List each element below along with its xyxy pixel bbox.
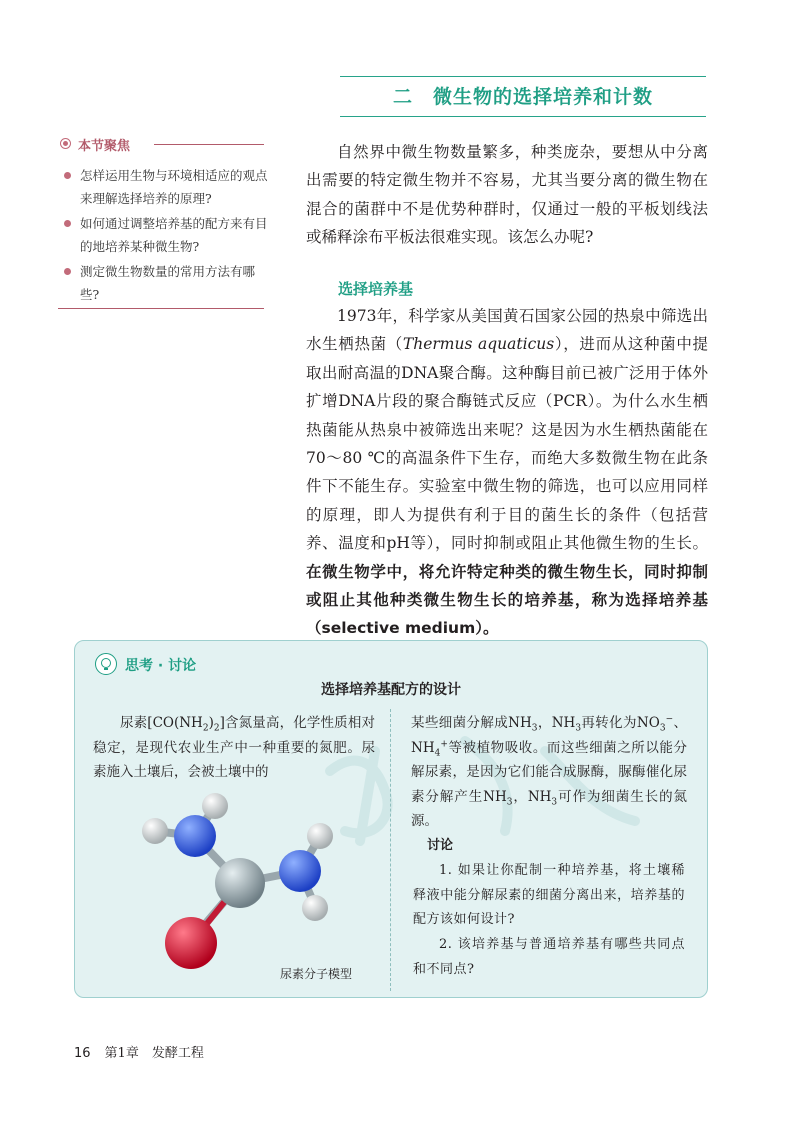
page-number: 16	[74, 1046, 91, 1061]
hydrogen-atom	[307, 823, 333, 849]
species-name: Thermus aquaticus	[402, 335, 555, 354]
urea-molecule-model	[125, 791, 365, 981]
hydrogen-atom	[202, 793, 228, 819]
bullet-icon	[64, 172, 71, 179]
urea-text-right: 某些细菌分解成$NH_3$，$NH_3$再转化为$NO_3^-$、$NH_4^+$等被植物吸收。而这些细菌之所以能分解尿素，是因为它们能合成脲酶，脲酶催化尿素分解产生$NH_3$，$NH_3$可作为细菌生长的氮源。	[411, 714, 688, 830]
subsection-heading: 选择培养基	[338, 280, 414, 298]
nitrogen-atom	[174, 815, 216, 857]
nitrogen-atom	[279, 850, 321, 892]
lightbulb-icon	[95, 653, 117, 675]
focus-list	[58, 164, 268, 308]
column-divider	[390, 709, 391, 991]
chapter-title: 第1章 发酵工程	[104, 1046, 204, 1061]
section-rule-top	[340, 76, 706, 77]
focus-item: 怎样运用生物与环境相适应的观点来理解选择培养的原理?	[58, 164, 268, 210]
discussion-question-2: 2. 该培养基与普通培养基有哪些共同点和不同点?	[413, 937, 685, 977]
discussion-subheading: 讨论	[427, 838, 454, 853]
section-title: 二 微生物的选择培养和计数	[392, 86, 653, 108]
focus-item: 如何通过调整培养基的配方来有目的地培养某种微生物?	[58, 212, 268, 258]
focus-bottom-rule	[58, 308, 264, 309]
hydrogen-atom	[142, 818, 168, 844]
section-rule-bottom	[340, 116, 706, 117]
discussion-box: 思考 · 讨论 选择培养基配方的设计 尿素$[CO(NH_2)_2]$含氮量高，化学性质相对稳定，是现代农业生产中一种重要的氮肥。尿素施入土壤后，会被土壤中的 尿素分子模型 某些细菌分解成$NH_3$，$NH_3$再转化为$NO_3^-$、$NH_4^+$等被植物吸收。而这些细菌之所以能分解尿素，是因为它们能合成脲酶，脲酶催化尿素分解产生$NH_3$，$NH_3$可作为细菌生长的氮源。 讨论 1. 如果让你配制一种培养基，将土壤稀释液中能分解尿素的细菌分离出来，培养基的配方该如何设计? 2. 该培养基与普通培养基有哪些共同点和不同点?	[74, 640, 708, 998]
definition-text: 在微生物学中，将允许特定种类的微生物生长，同时抑制或阻止其他种类微生物生长的培养基，称为选择培养基（selective medium）。	[306, 562, 708, 638]
oxygen-atom	[165, 917, 217, 969]
page-footer	[74, 1042, 204, 1061]
target-icon	[60, 138, 71, 149]
molecule-caption: 尿素分子模型	[280, 967, 353, 981]
focus-heading: 本节聚焦	[78, 139, 131, 154]
body-paragraph: 1973年，科学家从美国黄石国家公园的热泉中筛选出水生栖热菌（Thermus aquaticus），进而从这种菌中提取出耐高温的DNA聚合酶。这种酶目前已被广泛用于体外扩增DNA片段的聚合酶链式反应（PCR）。为什么水生栖热菌能从热泉中被筛选出来呢？这是因为水生栖热菌能在70～80 ℃的高温条件下生存，而绝大多数微生物在此条件下不能生存。实验室中微生物的筛选，也可以应用同样的原理，即人为提供有利于目的菌生长的条件（包括营养、温度和pH等），同时抑制或阻止其他微生物的生长。在微生物学中，将允许特定种类的微生物生长，同时抑制或阻止其他种类微生物生长的培养基，称为选择培养基（selective medium）。	[306, 307, 708, 638]
focus-item: 测定微生物数量的常用方法有哪些?	[58, 260, 268, 306]
carbon-atom	[215, 858, 265, 908]
focus-header	[58, 135, 264, 157]
discussion-question-1: 1. 如果让你配制一种培养基，将土壤稀释液中能分解尿素的细菌分离出来，培养基的配方该如何设计?	[413, 863, 685, 928]
bullet-icon	[64, 268, 71, 275]
urea-text-left: 尿素$[CO(NH_2)_2]$含氮量高，化学性质相对稳定，是现代农业生产中一种重要的氮肥。尿素施入土壤后，会被土壤中的	[93, 715, 375, 781]
intro-paragraph: 自然界中微生物数量繁多，种类庞杂，要想从中分离出需要的特定微生物并不容易，尤其当要分离的微生物在混合的菌群中不是优势种群时，仅通过一般的平板划线法或稀释涂布平板法很难实现。该怎么办呢?	[306, 143, 708, 247]
discussion-title: 选择培养基配方的设计	[321, 682, 461, 698]
hydrogen-atom	[302, 895, 328, 921]
focus-header-rule	[154, 144, 264, 145]
bullet-icon	[64, 220, 71, 227]
